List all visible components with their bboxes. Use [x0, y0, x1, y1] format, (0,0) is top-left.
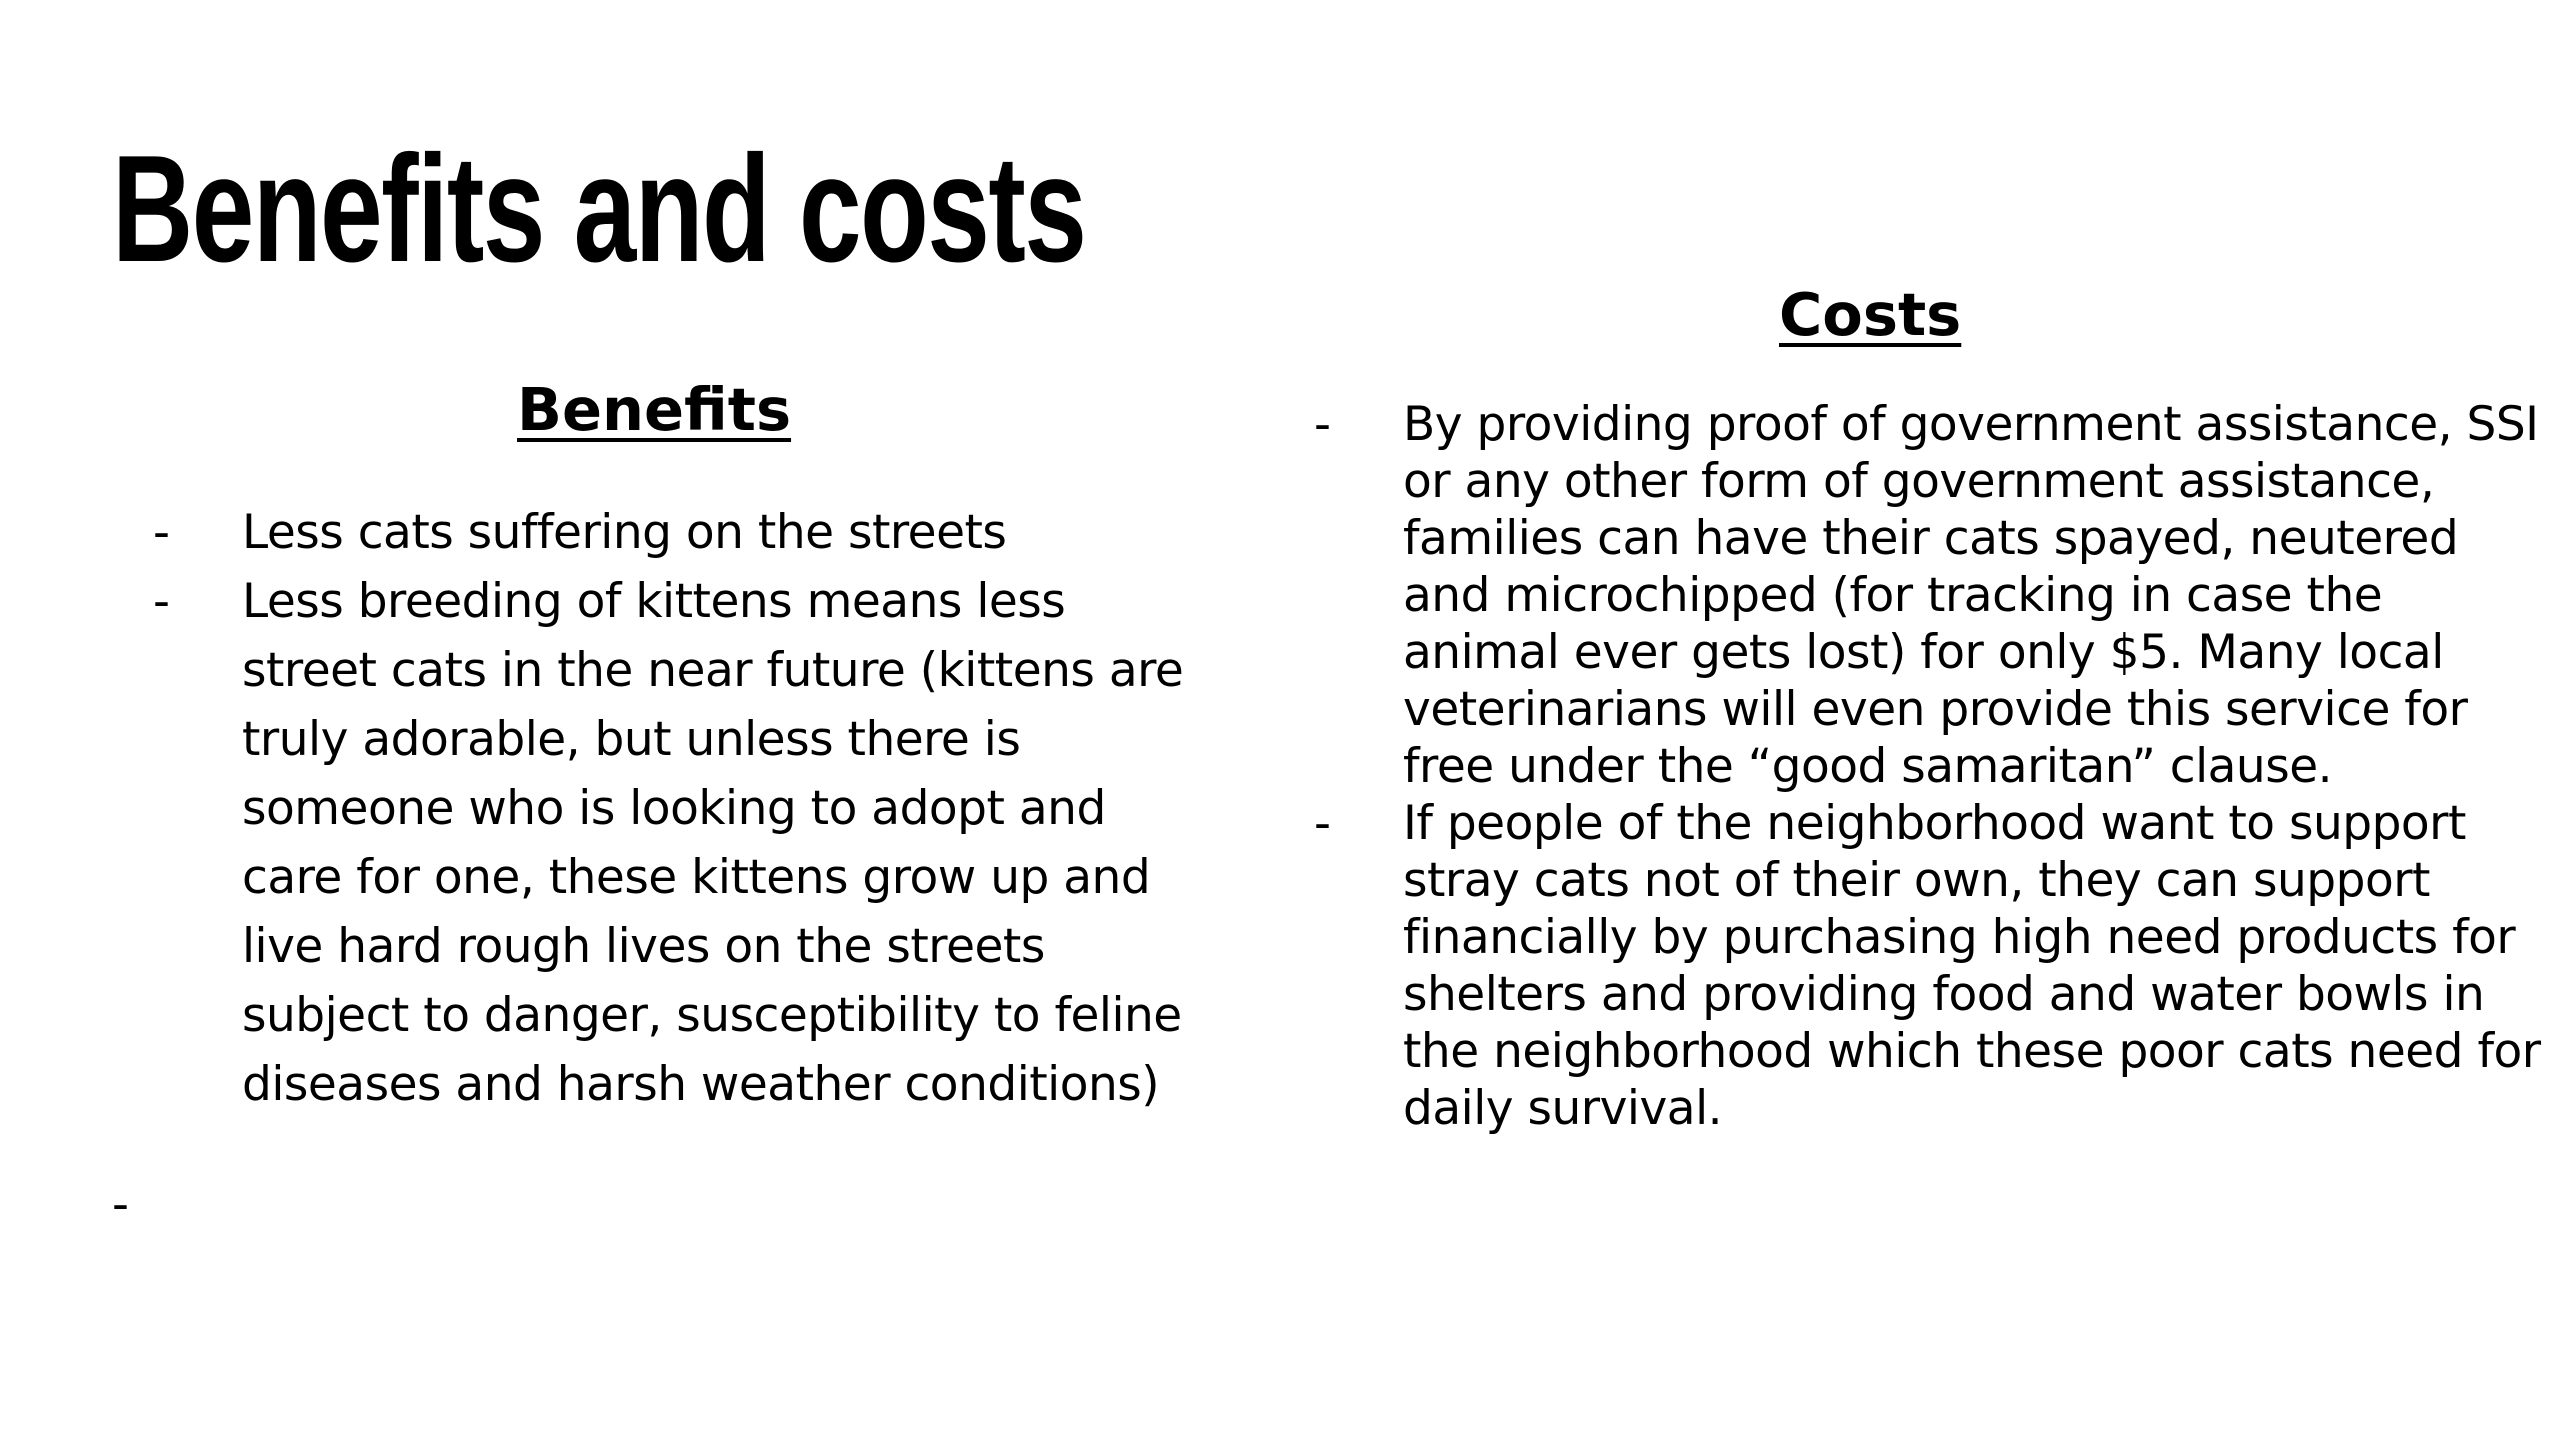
- bullet-dash: -: [1314, 397, 1331, 452]
- benefits-heading: Benefits: [517, 375, 792, 444]
- empty-bullet: -: [112, 1177, 129, 1232]
- benefits-list: [153, 498, 1202, 1119]
- list-item: [153, 567, 1202, 1119]
- bullet-dash: -: [153, 574, 170, 629]
- list-item: [1314, 396, 2543, 795]
- slide-title: Benefits and costs: [112, 124, 1086, 294]
- cost-text: If people of the neighborhood want to support stray cats not of their own, they can support financially by purchasing high need products for shelters and providing food and water bowls in the neighborhood which these poor cats need for daily survival.: [1403, 796, 2541, 1136]
- bullet-dash: -: [1314, 796, 1331, 851]
- costs-heading: Costs: [1779, 280, 1962, 349]
- benefit-text: Less breeding of kittens means less street cats in the near future (kittens are truly adorable, but unless there is someone who is looking to adopt and care for one, these kittens grow up and live hard rough lives on the streets subject to danger, susceptibility to feline diseases and harsh weather conditions): [242, 574, 1184, 1112]
- benefit-text: Less cats suffering on the streets: [242, 505, 1007, 560]
- list-item: [153, 498, 1202, 567]
- list-item: [1314, 795, 2543, 1137]
- cost-text: By providing proof of government assistance, SSI or any other form of government assistance, families can have their cats spayed, neutered and microchipped (for tracking in case the animal ever gets lost) for only $5. Many local veterinarians will even provide this service for free under the “good samaritan” clause.: [1403, 397, 2539, 794]
- costs-list: [1314, 396, 2543, 1137]
- bullet-dash: -: [153, 505, 170, 560]
